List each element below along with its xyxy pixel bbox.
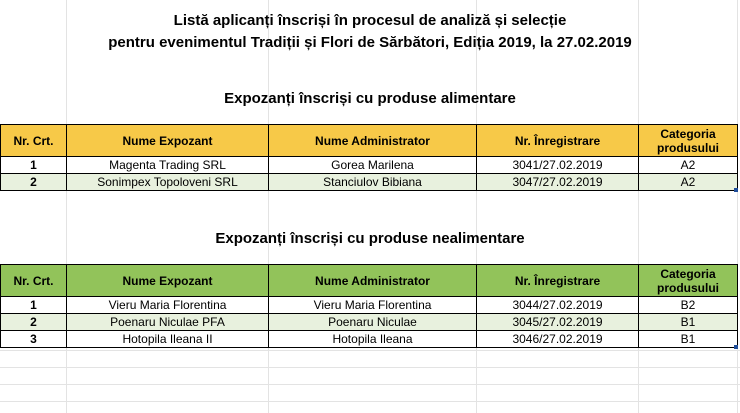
header-nr-crt: Nr. Crt. xyxy=(1,125,67,157)
header-nume-expozant: Nume Expozant xyxy=(67,265,269,297)
table-row xyxy=(1,331,738,348)
header-nr-inregistrare: Nr. Înregistrare xyxy=(477,265,639,297)
section-nonfood-title: Expozanți înscriși cu produse nealimentare xyxy=(215,230,525,247)
cell-categorie[interactable]: A2 xyxy=(639,174,738,191)
cell-nr[interactable]: 2 xyxy=(1,174,67,191)
cell-expozant[interactable]: Poenaru Niculae PFA xyxy=(67,314,269,331)
cell-expozant[interactable]: Vieru Maria Florentina xyxy=(67,297,269,314)
cell-nr[interactable]: 3 xyxy=(1,331,67,348)
header-categoria-produsului: Categoria produsului xyxy=(639,265,738,297)
header-categoria-produsului: Categoria produsului xyxy=(639,125,738,157)
table-row xyxy=(1,174,738,191)
cell-administrator[interactable]: Vieru Maria Florentina xyxy=(269,297,477,314)
document-title-line2: pentru evenimentul Tradiții și Flori de Sărbători, Ediția 2019, la 27.02.2019 xyxy=(108,34,632,51)
cell-administrator[interactable]: Stanciulov Bibiana xyxy=(269,174,477,191)
nonfood-exhibitors-table xyxy=(0,264,738,348)
food-exhibitors-table xyxy=(0,124,738,191)
header-nume-administrator: Nume Administrator xyxy=(269,125,477,157)
cell-inregistrare[interactable]: 3047/27.02.2019 xyxy=(477,174,639,191)
header-nr-inregistrare: Nr. Înregistrare xyxy=(477,125,639,157)
cell-categorie[interactable]: B1 xyxy=(639,331,738,348)
table-row xyxy=(1,157,738,174)
fill-handle-icon[interactable] xyxy=(734,345,738,349)
table-row xyxy=(1,297,738,314)
fill-handle-icon[interactable] xyxy=(734,188,738,192)
cell-categorie[interactable]: A2 xyxy=(639,157,738,174)
header-nume-administrator: Nume Administrator xyxy=(269,265,477,297)
cell-categorie[interactable]: B2 xyxy=(639,297,738,314)
cell-nr[interactable]: 1 xyxy=(1,297,67,314)
cell-inregistrare[interactable]: 3044/27.02.2019 xyxy=(477,297,639,314)
document-title-line1: Listă aplicanți înscriși în procesul de analiză și selecție xyxy=(173,12,567,29)
cell-administrator[interactable]: Poenaru Niculae xyxy=(269,314,477,331)
header-nr-crt: Nr. Crt. xyxy=(1,265,67,297)
cell-inregistrare[interactable]: 3046/27.02.2019 xyxy=(477,331,639,348)
cell-inregistrare[interactable]: 3041/27.02.2019 xyxy=(477,157,639,174)
table-row xyxy=(1,314,738,331)
cell-nr[interactable]: 2 xyxy=(1,314,67,331)
cell-administrator[interactable]: Gorea Marilena xyxy=(269,157,477,174)
cell-categorie[interactable]: B1 xyxy=(639,314,738,331)
cell-inregistrare[interactable]: 3045/27.02.2019 xyxy=(477,314,639,331)
header-nume-expozant: Nume Expozant xyxy=(67,125,269,157)
cell-nr[interactable]: 1 xyxy=(1,157,67,174)
cell-administrator[interactable]: Hotopila Ileana xyxy=(269,331,477,348)
cell-expozant[interactable]: Magenta Trading SRL xyxy=(67,157,269,174)
cell-expozant[interactable]: Sonimpex Topoloveni SRL xyxy=(67,174,269,191)
section-food-title: Expozanți înscriși cu produse alimentare xyxy=(224,90,516,107)
cell-expozant[interactable]: Hotopila Ileana II xyxy=(67,331,269,348)
